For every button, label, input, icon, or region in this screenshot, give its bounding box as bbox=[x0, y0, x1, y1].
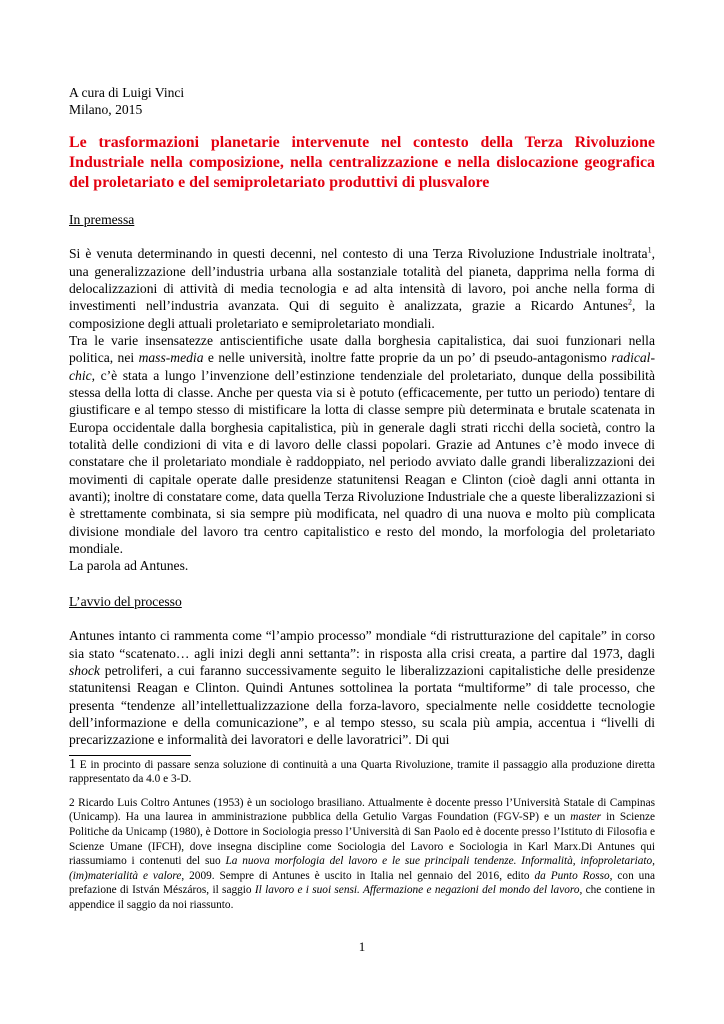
page-number: 1 bbox=[358, 939, 366, 954]
place-date: Milano, 2015 bbox=[69, 102, 143, 118]
section-heading-premessa: In premessa bbox=[69, 211, 135, 227]
document-title: Le trasformazioni planetarie intervenute nel contesto della Terza Rivoluzione Industriale nella composizione, nella centralizzazione e nella dislocazione geografica del proletariato e del semiproletariato produttivi di plusvalore bbox=[69, 133, 655, 191]
paragraph-intro: Si è venuta determinando in questi decenni, nel contesto di una Terza Rivoluzione Industriale inoltrata$^1$, una generalizzazione dell’industria urbana alla sostanziale totalità del pianeta, dapprima nella forma di delocalizzazioni di attività di media tecnologia e ad alta intensità di lavoro, poi anche nella forma di investimenti nell’industria avanzata. Qui di seguito è analizzata, grazie a Ricardo Antunes$^2$, la composizione degli attuali proletariato e semiproletariato mondiali. bbox=[69, 245, 656, 331]
footnote-2: 2 Ricardo Luis Coltro Antunes (1953) è un sociologo brasiliano. Attualmente è docente presso l’Università Statale di Campinas (Unicamp). Ha una laurea in amministrazione pubblica della Getulio Vargas Foundation (FGV-SP) e un master in Scienze Politiche da Unicamp (1980), è Dottore in Sociologia presso l’Università di San Paolo ed è docente presso l’Istituto di Filosofia e Scienze Umane (IFCH), dove insegna discipline come Sociologia del Lavoro e Sociologia in Karl Marx.Di Antunes qui riassumiamo i contenuti del suo La nuova morfologia del lavoro e le sue principali tendenze. Informalità, infoproletariato, (im)materialità e valore, 2009. Sempre di Antunes è uscito in Italia nel gennaio del 2016, edito da Punto Rosso, con una prefazione di István Mészáros, il saggio Il lavoro e i suoi sensi. Affermazione e negazioni del mondo del lavoro, che contiene in appendice il saggio da noi riassunto. bbox=[69, 796, 655, 911]
section-heading-avvio: L’avvio del processo bbox=[69, 593, 182, 609]
footnote-1: 1 E in procinto di passare senza soluzione di continuità a una Quarta Rivoluzione, tramite il passaggio alla produzione diretta rappresentato da 4.0 e 3-D. bbox=[69, 756, 655, 786]
document-page bbox=[69, 84, 655, 913]
footnote-separator bbox=[69, 755, 191, 756]
paragraph-insensatezze: Tra le varie insensatezze antiscientifiche usate dalla borghesia capitalistica, dai suoi funzionari nella politica, nei mass-media e nelle università, inoltre fatte proprie da un po’ di pseudo-antagonismo radical-chic, c’è stata a lungo l’invenzione dell’estinzione tendenziale del proletariato, dunque della possibilità stessa della lotta di classe. Anche per questa via si è potuto (efficacemente, per tutto un periodo) tentare di giustificare e al tempo stesso di mistificare la lotta di classe sempre più determinata e brutale scatenata in Europa occidentale dalla borghesia capitalistica, più in generale dagli strati ricchi della società, contro la totalità delle condizioni di vita e di lavoro delle classi popolari. Grazie ad Antunes c’è modo invece di constatare che il proletariato mondiale è raddoppiato, nel periodo avviato dalle grandi liberalizzazioni dei movimenti di capitale operate dalle presidenze statunitensi Reagan e Clinton (cioè dagli anni ottanta in avanti); inoltre di constatare come, data quella Terza Rivoluzione Industriale che a queste liberalizzazioni si è strettamente combinata, si sia sempre più modificata, nel quadro di una nuova e molto più complicata divisione mondiale del lavoro tra centro capitalistico e resto del mondo, la morfologia del proletariato mondiale. bbox=[69, 332, 655, 557]
paragraph-parola-antunes: La parola ad Antunes. bbox=[69, 558, 189, 574]
footnote-ref-2[interactable]: 2 bbox=[628, 297, 633, 307]
paragraph-avvio: Antunes intanto ci rammenta come “l’ampio processo” mondiale “di ristrutturazione del capitale” in corso sia stato “scatenato… agli inizi degli anni settanta”: in risposta alla crisi creata, a partire dal 1973, dagli shock petroliferi, a cui faranno successivamente seguito le liberalizzazioni capitalistiche delle presidenze statunitensi Reagan e Clinton. Quindi Antunes sottolinea la portata “multiforme” di tale processo, che presenta “tendenze all’intellettualizzazione della forza-lavoro, specialmente nelle cosiddette tecnologie dell’informazione e della comunicazione”, e al tempo stesso, su scala più ampia, accentua i “livelli di precarizzazione e informalità dei lavoratori e delle lavoratrici”. Di qui bbox=[69, 628, 655, 748]
footnote-ref-1[interactable]: 1 bbox=[647, 245, 652, 255]
author-line: A cura di Luigi Vinci bbox=[69, 85, 185, 100]
